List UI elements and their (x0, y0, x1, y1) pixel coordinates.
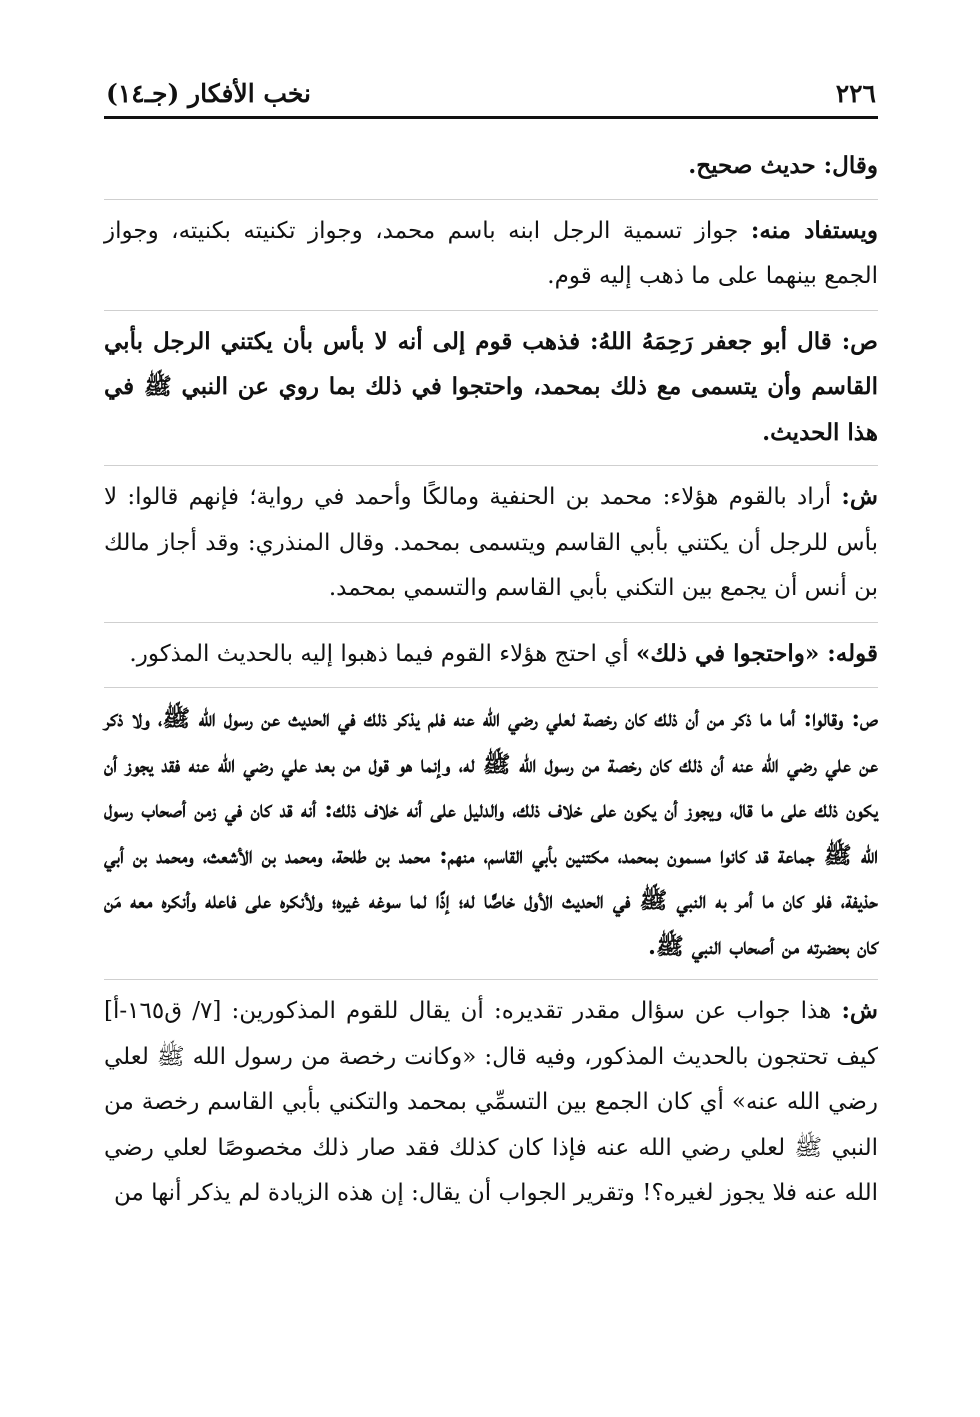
paragraph (104, 474, 878, 622)
paragraph (104, 696, 878, 979)
paragraph-text: أي احتج هؤلاء القوم فيما ذهبوا إليه بالحديث المذكور. (129, 640, 636, 667)
header-rule (104, 116, 878, 119)
paragraph (104, 208, 878, 310)
book-title: نخب الأفكار (جـ١٤) (106, 79, 312, 108)
page-header (104, 78, 878, 116)
paragraph-text: وقال: حديث صحيح. (688, 152, 878, 179)
paragraph-separator (104, 310, 878, 311)
paragraph-lead: ش: (841, 483, 878, 510)
paragraph (104, 319, 878, 466)
paragraph-separator (104, 622, 878, 623)
paragraph-separator (104, 979, 878, 980)
paragraph-lead: ش: (841, 997, 879, 1024)
paragraph (104, 631, 878, 688)
paragraph-separator (104, 465, 878, 466)
paragraph-text: ص: وقالوا: أما ما ذكر من أن ذلك كان رخصة لعلي رضي الله عنه فلم يذكر ذلك في الحديث عن رسول الله ﷺ، ولا ذكر عن علي رضي الله عنه أن ذلك كان رخصة من رسول الله ﷺ له، وإنما هو قول من بعد علي رضي الله عنه فقد يجوز أن يكون ذلك على ما قال، ويجوز أن يكون على خلاف ذلك، والدليل على أنه خلاف ذلك: أنه قد كان في زمن أصحاب رسول الله ﷺ جماعة قد كانوا مسمون بمحمد، مكتنين بأبي القاسم، منهم: محمد بن طلحة، ومحمد بن الأشعث، ومحمد بن أبي حذيفة، فلو كان ما أمر به النبي ﷺ في الحديث الأول خاصًّا له؛ إذًا لما سوغه غيره؛ ولأنكره على فاعله وأنكره معه مَن كان بحضرته من أصحاب النبي ﷺ. (104, 705, 878, 960)
paragraph-text: ص: قال أبو جعفر رَحِمَهُ اللهُ: فذهب قوم إلى أنه لا بأس بأن يكتني الرجل بأبي القاسم وأن يتسمى مع ذلك بمحمد، واحتجوا في ذلك بما روي عن النبي ﷺ في هذا الحديث. (104, 327, 878, 446)
page-number: ٢٢٦ (835, 79, 876, 108)
paragraph-lead: قوله: «واحتجوا في ذلك» (635, 639, 878, 667)
paragraph (104, 143, 878, 199)
paragraph-separator (104, 687, 878, 688)
paragraph-text: جواز تسمية الرجل ابنه باسم محمد، وجواز تكنيته بكنيته، وجواز الجمع بينهما على ما ذهب إليه قوم. (104, 217, 878, 289)
paragraph-lead: ويستفاد منه: (750, 216, 878, 244)
page-body (104, 143, 878, 1227)
paragraph-text: أراد بالقوم هؤلاء: محمد بن الحنفية ومالكًا وأحمد في رواية؛ فإنهم قالوا: لا بأس للرجل أن يكتني بأبي القاسم ويتسمى بمحمد. وقال المنذري: وقد أجاز مالك بن أنس أن يجمع بين التكني بأبي القاسم والتسمي بمحمد. (104, 484, 878, 601)
paragraph-text: هذا جواب عن سؤال مقدر تقديره: أن يقال للقوم المذكورين: [٧/ ق١٦٥-أ] كيف تحتجون بالحديث المذكور، وفيه قال: «وكانت رخصة من رسول الله ﷺ لعلي رضي الله عنه» أي كان الجمع بين التسمِّي بمحمد والتكني بأبي القاسم رخصة من النبي ﷺ لعلي رضي الله عنه فإذا كان كذلك فقد صار ذلك مخصوصًا لعلي رضي الله عنه فلا يجوز لغيره؟! وتقرير الجواب أن يقال: إن هذه الزيادة لم يذكر أنها من (104, 998, 878, 1206)
paragraph (104, 988, 878, 1227)
paragraph-separator (104, 199, 878, 200)
